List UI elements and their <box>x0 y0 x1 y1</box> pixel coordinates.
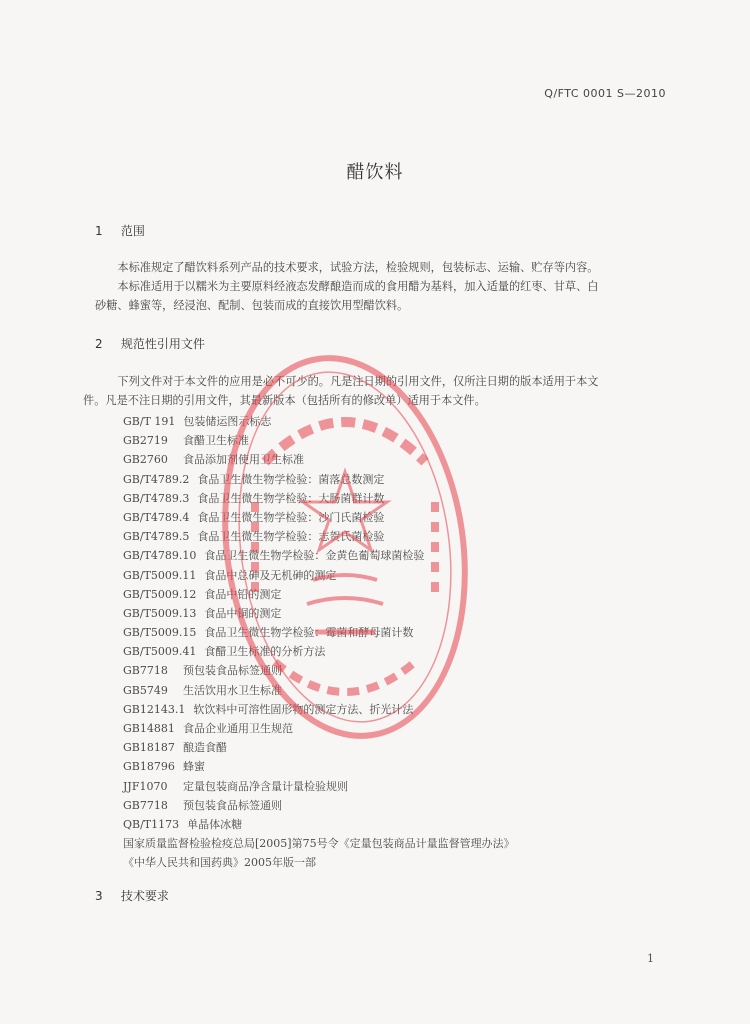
scope-paragraph-2: 本标准适用于以糯米为主要原料经液态发酵酿造而成的食用醋为基料，加入适量的红枣、甘草、白 <box>117 280 599 293</box>
reference-item <box>123 796 683 815</box>
reference-code: GB/T5009.41 <box>123 645 197 659</box>
reference-code: GB14881 <box>123 722 175 735</box>
reference-title: 国家质量监督检验检疫总局[2005]第75号令《定量包装商品计量监督管理办法》 <box>123 837 515 851</box>
section-number: 2 <box>95 337 103 351</box>
reference-item <box>123 815 683 834</box>
reference-code: GB/T4789.4 <box>123 510 190 524</box>
document-title: 醋饮料 <box>346 162 404 183</box>
reference-item <box>123 546 683 565</box>
reference-item <box>123 470 683 489</box>
reference-item <box>123 719 683 738</box>
reference-item <box>123 681 683 700</box>
reference-list <box>123 412 683 873</box>
section-title: 规范性引用文件 <box>120 337 205 351</box>
reference-item <box>123 566 683 585</box>
section-2-heading <box>95 335 205 352</box>
reference-title: 食品卫生微生物学检验：大肠菌群计数 <box>197 491 385 505</box>
reference-title: 食品卫生微生物学检验：霉菌和酵母菌计数 <box>204 626 414 640</box>
reference-item <box>123 431 683 450</box>
section-3-heading <box>95 887 169 904</box>
scope-paragraph-2-cont: 砂糖、蜂蜜等，经浸泡、配制、包装而成的直接饮用型醋饮料。 <box>95 299 409 312</box>
reference-title: 食品中铅的测定 <box>204 587 282 601</box>
reference-title: 食醋卫生标准 <box>183 434 249 448</box>
reference-item <box>123 642 683 661</box>
reference-code: GB2760 <box>123 453 168 467</box>
scope-paragraph-1: 本标准规定了醋饮料系列产品的技术要求，试验方法，检验规则，包装标志、运输、贮存等内容。 <box>117 261 599 274</box>
reference-title: 食品卫生微生物学检验：沙门氏菌检验 <box>197 510 385 524</box>
page-number: 1 <box>647 952 654 965</box>
reference-title: 预包装食品标签通则 <box>183 664 282 678</box>
section-title: 技术要求 <box>120 889 169 903</box>
section-title: 范围 <box>120 224 145 238</box>
scope-text <box>95 258 670 315</box>
standard-number: Q/FTC 0001 S—2010 <box>544 87 666 100</box>
reference-code: GB7718 <box>123 664 168 678</box>
reference-item <box>123 508 683 527</box>
reference-title: 软饮料中可溶性固形物的测定方法、折光计法 <box>193 702 414 716</box>
reference-code: GB5749 <box>123 683 168 697</box>
reference-title: 食品中总砷及无机砷的测定 <box>204 568 337 582</box>
reference-code: GB12143.1 <box>123 702 186 716</box>
reference-code: GB/T5009.15 <box>123 626 197 640</box>
reference-title: 食品卫生微生物学检验：志贺氏菌检验 <box>197 530 385 544</box>
reference-code: GB18796 <box>123 760 175 774</box>
reference-code: GB/T4789.10 <box>123 549 197 563</box>
reference-item <box>123 738 683 757</box>
reference-title: 酿造食醋 <box>183 741 227 755</box>
reference-item <box>123 853 683 872</box>
reference-code: GB/T5009.12 <box>123 587 197 601</box>
reference-code: GB18187 <box>123 741 175 755</box>
section-number: 3 <box>95 889 103 903</box>
reference-title: 食品卫生微生物学检验：金黄色葡萄球菌检验 <box>204 549 425 563</box>
reference-title: 食醋卫生标准的分析方法 <box>204 645 326 659</box>
reference-item <box>123 834 683 853</box>
reference-title: 食品企业通用卫生规范 <box>183 722 293 735</box>
reference-code: GB/T5009.11 <box>123 568 197 582</box>
section-1-heading <box>95 222 145 239</box>
reference-title: 食品中铜的测定 <box>204 606 282 620</box>
reference-title: 食品卫生微生物学检验：菌落总数测定 <box>197 472 385 486</box>
reference-item <box>123 527 683 546</box>
reference-code: GB/T4789.5 <box>123 530 190 544</box>
reference-item <box>123 412 683 431</box>
reference-code: GB/T5009.13 <box>123 606 197 620</box>
reference-item <box>123 661 683 680</box>
references-intro-line-1: 下列文件对于本文件的应用是必不可少的。凡是注日期的引用文件，仅所注日期的版本适用于本文 <box>117 375 599 388</box>
reference-code: QB/T1173 <box>123 817 180 831</box>
reference-code: GB2719 <box>123 434 168 448</box>
reference-title: 预包装食品标签通则 <box>183 798 282 812</box>
reference-title: 蜂蜜 <box>183 760 205 774</box>
reference-title: 定量包装商品净含量计量检验规则 <box>183 779 348 793</box>
reference-item <box>123 489 683 508</box>
references-intro <box>83 372 670 410</box>
reference-item <box>123 777 683 796</box>
reference-title: 包装储运图示标志 <box>183 415 272 428</box>
reference-item <box>123 604 683 623</box>
reference-title: 生活饮用水卫生标准 <box>183 683 282 697</box>
reference-code: GB/T 191 <box>123 415 176 428</box>
reference-item <box>123 700 683 719</box>
reference-item <box>123 623 683 642</box>
reference-item <box>123 757 683 776</box>
reference-title: 《中华人民共和国药典》2005年版一部 <box>123 856 316 870</box>
reference-code: JJF1070 <box>123 779 168 793</box>
reference-title: 食品添加剂使用卫生标准 <box>183 453 304 467</box>
reference-item <box>123 450 683 469</box>
references-intro-line-2: 件。凡是不注日期的引用文件，其最新版本（包括所有的修改单）适用于本文件。 <box>83 394 486 407</box>
reference-code: GB/T4789.3 <box>123 491 190 505</box>
reference-item <box>123 585 683 604</box>
reference-code: GB/T4789.2 <box>123 472 190 486</box>
section-number: 1 <box>95 224 103 238</box>
reference-title: 单晶体冰糖 <box>187 817 243 831</box>
reference-code: GB7718 <box>123 798 168 812</box>
